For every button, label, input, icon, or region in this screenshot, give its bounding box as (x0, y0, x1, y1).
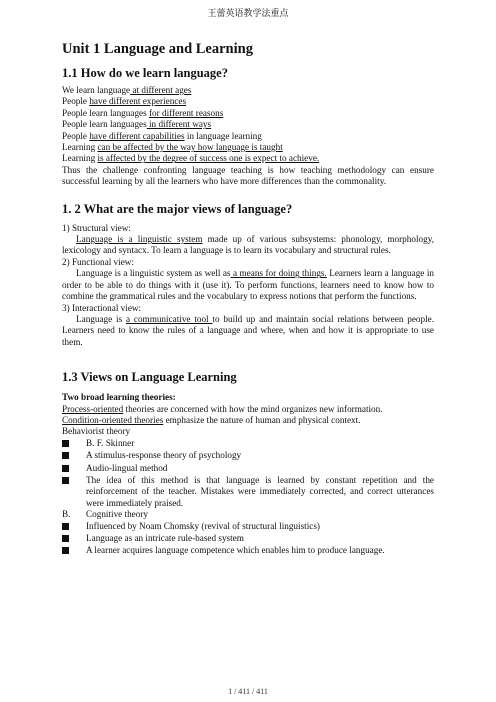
conclusion-paragraph: Thus the challenge confronting language teaching is how teaching methodology can ensure successful learning by all the learners who have more differences than the commonality. (62, 164, 434, 187)
line-text: People (62, 130, 90, 141)
line-text: People learn languages (62, 107, 149, 118)
underlined-phrase: Language is a linguistic system (76, 234, 203, 245)
list-item-text: Influenced by Noam Chomsky (revival of structural linguistics) (86, 520, 320, 531)
line-text: We learn language (62, 85, 131, 95)
line-text: People learn languages (62, 119, 147, 130)
underlined-phrase: can be affected by the way how language is taught (97, 142, 283, 153)
underlined-phrase: a means for doing things. (230, 268, 327, 279)
reason-line (62, 108, 434, 119)
list-item-text: B. F. Skinner (86, 437, 135, 448)
structural-view-paragraph (62, 234, 434, 257)
list-item-text: The idea of this method is that language is learned by constant repetition and the reinforcement of the teacher. Mistakes were immediately corrected, and correct utterances were immediately praised. (86, 474, 434, 508)
cognitive-heading (62, 509, 434, 520)
underlined-phrase: have different capabilities (89, 130, 185, 141)
list-item-text: Language as an intricate rule-based system (86, 533, 244, 543)
unit-title: Unit 1 Language and Learning (62, 41, 253, 57)
paragraph-text: Language is a linguistic system as well as (76, 268, 231, 279)
list-item (62, 450, 434, 462)
section-heading-1-1: 1.1 How do we learn language? (62, 66, 228, 80)
reason-line (62, 96, 434, 107)
behaviorist-heading: Behaviorist theory (62, 426, 131, 437)
underlined-phrase: Process-oriented (62, 403, 124, 414)
section-heading-1-3: 1.3 Views on Language Learning (62, 370, 237, 385)
list-item (62, 545, 434, 557)
paragraph-text: Learners learn a language in order to be able to do things with it (use it). To perform functions, learners need to know how to combine the grammatical rules and the vocabulary to express notions that perform the functions. (62, 268, 434, 302)
line-text: Learning (62, 142, 98, 153)
section-1-1-lines (62, 85, 434, 188)
list-item (62, 463, 434, 475)
functional-view-paragraph (62, 268, 434, 302)
square-bullet-icon (62, 535, 69, 542)
list-label: B. (62, 509, 71, 520)
reason-line (62, 153, 434, 164)
section-1-2-body (62, 223, 434, 348)
list-item-text: A learner acquires language competence which enables him to produce language. (86, 545, 385, 556)
two-theories-heading: Two broad learning theories: (62, 392, 176, 403)
line-text: Learning (62, 153, 98, 164)
underlined-phrase: Condition-oriented theories (62, 414, 164, 425)
interactional-view-paragraph (62, 314, 434, 348)
running-head: 王蕾英语教学法重点 (207, 8, 289, 18)
reason-line (62, 119, 434, 130)
interactional-view-label: 3) Interactional view: (62, 302, 142, 313)
square-bullet-icon (62, 477, 69, 484)
reason-line (62, 142, 434, 153)
section-heading-1-2: 1. 2 What are the major views of language? (62, 201, 293, 216)
condition-oriented-line (62, 415, 434, 426)
underlined-phrase: have different experiences (89, 96, 187, 107)
square-bullet-icon (62, 465, 69, 472)
structural-view-label: 1) Structural view: (62, 222, 131, 233)
underlined-phrase: a communicative tool (125, 313, 213, 324)
process-oriented-line (62, 404, 434, 415)
square-bullet-icon (62, 523, 69, 530)
square-bullet-icon (62, 452, 69, 459)
line-text: theories are concerned with how the mind organizes new information. (123, 403, 383, 414)
underlined-phrase: for different reasons (149, 107, 224, 118)
page-footer: 1 / 411 / 411 (228, 687, 268, 696)
section-1-3-body (62, 392, 434, 558)
reason-line (62, 85, 434, 96)
paragraph-text: Language is (76, 313, 126, 324)
underlined-phrase: is affected by the degree of success one is expect to achieve. (97, 153, 320, 164)
list-item (62, 521, 434, 533)
functional-view-label: 2) Functional view: (62, 256, 134, 267)
reason-line (62, 131, 434, 142)
list-item (62, 475, 434, 509)
line-text: People (62, 96, 90, 107)
heading-text: Cognitive theory (86, 509, 149, 520)
paragraph-text: to build up and maintain social relations between people. Learners need to know the rules of a language and where, when and how it is appropriate to use them. (62, 313, 435, 347)
line-text: emphasize the nature of human and physical context. (163, 414, 361, 425)
underlined-phrase: at different ages (130, 85, 192, 95)
list-item-text: Audio-lingual method (86, 462, 168, 473)
line-text: in language learning (184, 130, 262, 141)
square-bullet-icon (62, 440, 69, 447)
square-bullet-icon (62, 547, 69, 554)
list-item (62, 438, 434, 450)
underlined-phrase: in different ways (146, 119, 212, 130)
list-item (62, 533, 434, 545)
paragraph-text: made up of various subsystems: phonology, morphology, lexicology and syntacx. To learn a language is to learn its vocabulary and structural rules. (62, 234, 434, 256)
list-item-text: A stimulus-response theory of psychology (86, 450, 242, 461)
